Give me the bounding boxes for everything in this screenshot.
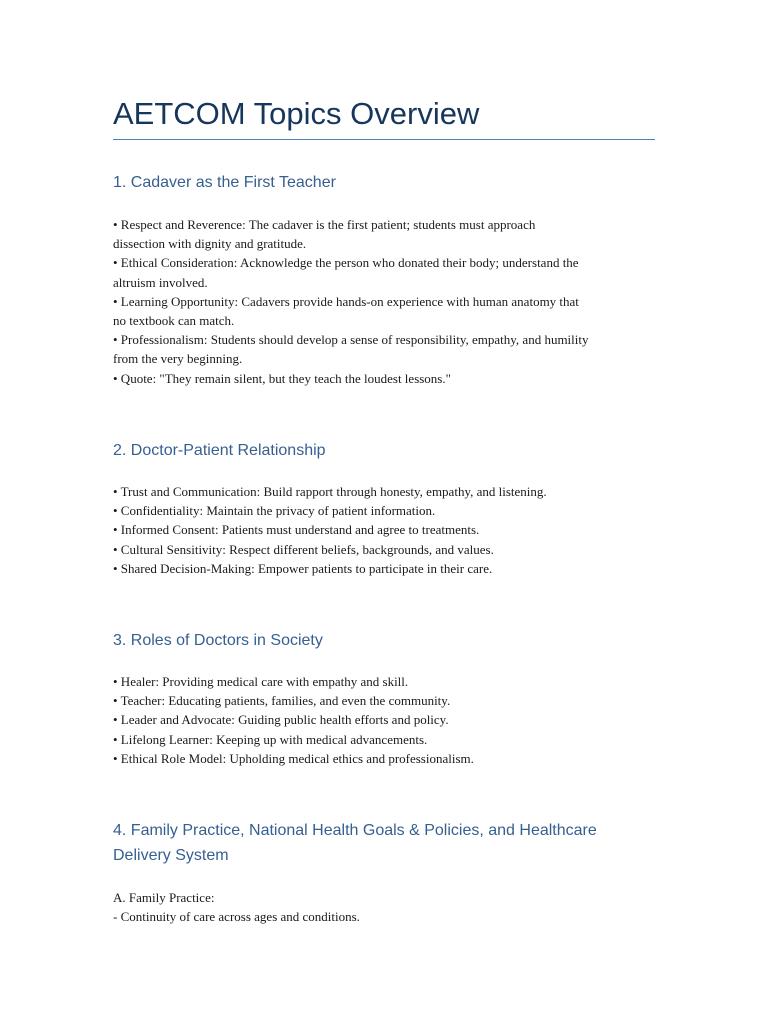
body-line: from the very beginning.: [113, 351, 243, 367]
section-body-roles: [113, 672, 668, 768]
body-line: • Ethical Consideration: Acknowledge the person who donated their body; understand the: [113, 255, 579, 271]
body-line: • Confidentiality: Maintain the privacy of patient information.: [113, 503, 436, 519]
body-line: • Leader and Advocate: Guiding public health efforts and policy.: [113, 712, 449, 728]
body-line: • Informed Consent: Patients must understand and agree to treatments.: [113, 522, 480, 538]
body-line: • Healer: Providing medical care with empathy and skill.: [113, 674, 409, 689]
section-body-family-practice: [113, 888, 668, 926]
body-line: • Lifelong Learner: Keeping up with medical advancements.: [113, 731, 428, 747]
body-line: • Respect and Reverence: The cadaver is the first patient; students must approach: [113, 217, 536, 232]
body-line: • Professionalism: Students should develop a sense of responsibility, empathy, and humility: [113, 332, 589, 348]
body-line: • Trust and Communication: Build rapport through honesty, empathy, and listening.: [113, 484, 547, 499]
body-line: • Quote: "They remain silent, but they teach the loudest lessons.": [113, 370, 451, 386]
section-heading-doctor-patient: 2. Doctor-Patient Relationship: [113, 442, 326, 459]
body-line: • Learning Opportunity: Cadavers provide hands-on experience with human anatomy that: [113, 293, 579, 309]
heading-line: 4. Family Practice, National Health Goals & Policies, and Healthcare: [113, 822, 597, 839]
body-line: dissection with dignity and gratitude.: [113, 236, 307, 252]
body-line: • Shared Decision-Making: Empower patients to participate in their care.: [113, 560, 493, 576]
section-body-cadaver: [113, 215, 668, 388]
body-line: - Continuity of care across ages and conditions.: [113, 909, 360, 925]
title-underline: [113, 139, 655, 140]
body-line: • Cultural Sensitivity: Respect different beliefs, backgrounds, and values.: [113, 541, 494, 557]
body-line: no textbook can match.: [113, 313, 235, 329]
section-heading-family-practice: [113, 818, 655, 868]
body-line: • Ethical Role Model: Upholding medical ethics and professionalism.: [113, 750, 474, 766]
section-heading-cadaver: 1. Cadaver as the First Teacher: [113, 174, 336, 191]
body-line: A. Family Practice:: [113, 890, 215, 905]
body-line: altruism involved.: [113, 274, 208, 290]
document-title: AETCOM Topics Overview: [113, 96, 480, 131]
body-line: • Teacher: Educating patients, families, and even the community.: [113, 693, 451, 709]
section-heading-roles: 3. Roles of Doctors in Society: [113, 632, 323, 649]
section-body-doctor-patient: [113, 482, 668, 578]
heading-line: Delivery System: [113, 847, 229, 864]
